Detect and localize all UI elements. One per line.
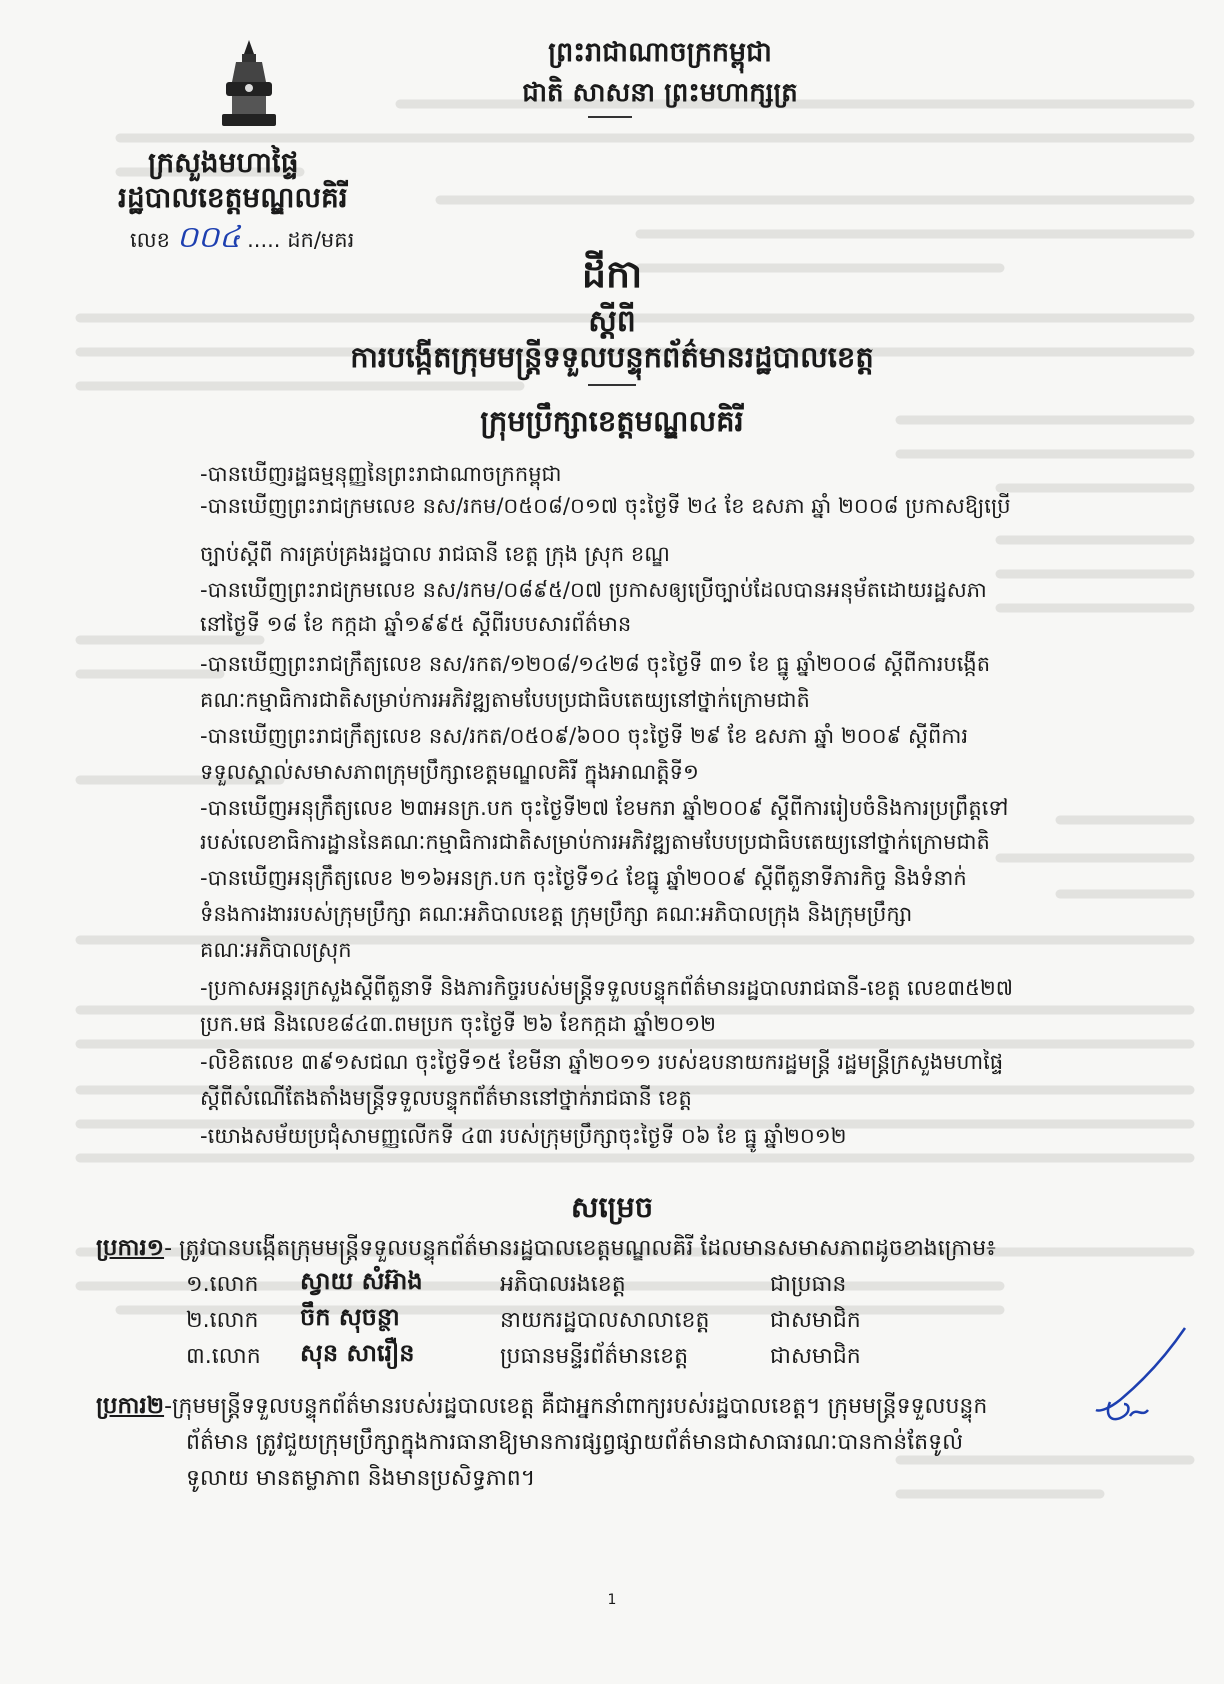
reference-line: គណៈកម្មាធិការជាតិសម្រាប់ការអភិវឌ្ឍតាមបែបប្រជាធិបតេយ្យនៅថ្នាក់ក្រោមជាតិ bbox=[200, 688, 810, 712]
reference-line: -លិខិតលេខ ៣៩១សជណ ចុះថ្ងៃទី១៥ ខែមីនា ឆ្នាំ២០១១ របស់ឧបនាយករដ្ឋមន្ត្រី រដ្ឋមន្ត្រីក្រសួងមហាផ្ទៃ bbox=[200, 1050, 1004, 1074]
article-2-line: ទូលាយ មានតម្លាភាព និងមានប្រសិទ្ធភាព។ bbox=[186, 1466, 536, 1491]
article-1-text: - ត្រូវបានបង្កើតក្រុមមន្ត្រីទទួលបន្ទុកព័ត៌មានរដ្ឋបាលខេត្តមណ្ឌលគិរី ដែលមានសមាសភាពដូចខាងក្រោម៖ bbox=[164, 1236, 996, 1261]
article-2-line: -ក្រុមមន្ត្រីទទួលបន្ទុកព័ត៌មានរបស់រដ្ឋបាលខេត្ត គឺជាអ្នកនាំពាក្យរបស់រដ្ឋបាលខេត្ត។ ក្រុមមន្ត្រីទទួលបន្ទុក bbox=[164, 1394, 988, 1419]
member-role: ជាសមាជិក bbox=[770, 1344, 861, 1369]
article-2 bbox=[96, 1392, 987, 1425]
reference-line: -បានឃើញព្រះរាជក្រឹត្យលេខ នស/រកត/០៥០៩/៦០០ ចុះថ្ងៃទី ២៩ ខែ ឧសភា ឆ្នាំ ២០០៩ ស្តីពីការ bbox=[200, 724, 968, 748]
subject-divider bbox=[588, 384, 636, 386]
motto-divider bbox=[588, 116, 632, 118]
handwritten-initials bbox=[1090, 1320, 1190, 1440]
issuing-council: ក្រុមប្រឹក្សាខេត្តមណ្ឌលគិរី bbox=[480, 404, 744, 438]
reference-line: -បានឃើញព្រះរាជក្រមលេខ នស/រកម/០៨៩៥/០៧ ប្រកាសឲ្យប្រើច្បាប់ដែលបានអនុម័តដោយរដ្ឋសភា bbox=[200, 578, 987, 602]
reference-line: -បានឃើញព្រះរាជក្រមលេខ នស/រកម/០៥០៨/០១៧ ចុះថ្ងៃទី ២៤ ខែ ឧសភា ឆ្នាំ ២០០៨ ប្រកាសឱ្យប្រើ bbox=[200, 494, 1011, 518]
member-name: ចឹក សុចន្ថា bbox=[300, 1303, 400, 1331]
document-number-dots: ..... bbox=[247, 228, 281, 252]
reference-line: -បានឃើញអនុក្រឹត្យលេខ ២១៦អនក្រ.បក ចុះថ្ងៃទី១៤ ខែធ្នូ ឆ្នាំ២០០៩ ស្តីពីតួនាទីភារកិច្ច និងទំនាក់ bbox=[200, 866, 967, 890]
document-number-prefix: លេខ bbox=[130, 228, 170, 252]
royal-emblem-icon bbox=[218, 38, 280, 130]
national-motto: ជាតិ សាសនា ព្រះមហាក្សត្រ bbox=[522, 78, 798, 108]
reference-line: -បានឃើញរដ្ឋធម្មនុញ្ញនៃព្រះរាជាណាចក្រកម្ពុជា bbox=[200, 462, 562, 486]
member-position: ប្រធានមន្ទីរព័ត៌មានខេត្ត bbox=[500, 1344, 689, 1369]
reference-line: នៅថ្ងៃទី ១៨ ខែ កក្កដា ឆ្នាំ១៩៩៥ ស្តីពីរបបសារព័ត៌មាន bbox=[200, 612, 632, 636]
document-subject: ការបង្កើតក្រុមមន្ត្រីទទួលបន្ទុកព័ត៌មានរដ្ឋបាលខេត្ត bbox=[350, 340, 874, 374]
ministry-name: ក្រសួងមហាផ្ទៃ bbox=[148, 146, 299, 179]
page-number: 1 bbox=[607, 1592, 617, 1608]
member-role: ជាសមាជិក bbox=[770, 1308, 861, 1333]
member-number: ២.លោក bbox=[186, 1308, 259, 1333]
member-position: នាយករដ្ឋបាលសាលាខេត្ត bbox=[500, 1308, 710, 1333]
member-name: សុន សារឿន bbox=[300, 1339, 415, 1367]
member-number: ១.លោក bbox=[186, 1272, 259, 1297]
article-1 bbox=[96, 1234, 996, 1267]
reference-line: -យោងសម័យប្រជុំសាមញ្ញលើកទី ៤៣ របស់ក្រុមប្រឹក្សាចុះថ្ងៃទី ០៦ ខែ ធ្នូ ឆ្នាំ២០១២ bbox=[200, 1124, 847, 1148]
kingdom-heading: ព្រះរាជាណាចក្រកម្ពុជា bbox=[548, 37, 772, 68]
reference-line: គណៈអភិបាលស្រុក bbox=[200, 938, 352, 962]
reference-line: ទទួលស្គាល់សមាសភាពក្រុមប្រឹក្សាខេត្តមណ្ឌលគិរី ក្នុងអាណត្តិទី១ bbox=[200, 760, 699, 784]
reference-line: -បានឃើញអនុក្រឹត្យលេខ ២៣អនក្រ.បក ចុះថ្ងៃទី២៧ ខែមករា ឆ្នាំ២០០៩ ស្តីពីការរៀបចំនិងការប្រព្រឹត្តទៅ bbox=[200, 796, 1009, 820]
document-number-suffix: ដក/មគរ bbox=[287, 228, 355, 252]
article-1-label: ប្រការ១ bbox=[96, 1235, 165, 1261]
about-label: ស្តីពី bbox=[588, 304, 636, 339]
document-number-value: ០០៤ bbox=[176, 220, 241, 255]
reference-line: -បានឃើញព្រះរាជក្រឹត្យលេខ នស/រកត/១២០៨/១៤២៨ ចុះថ្ងៃទី ៣១ ខែ ធ្នូ ឆ្នាំ២០០៨ ស្តីពីការបង្កើត bbox=[200, 652, 991, 676]
decision-heading: សម្រេច bbox=[570, 1190, 654, 1224]
reference-line: ស្តីពីសំណើតែងតាំងមន្ត្រីទទួលបន្ទុកព័ត៌មាននៅថ្នាក់រាជធានី ខេត្ត bbox=[200, 1086, 692, 1110]
member-position: អភិបាលរងខេត្ត bbox=[500, 1272, 626, 1297]
reference-line: -ប្រកាសអន្តរក្រសួងស្តីពីតួនាទី និងភារកិច្ចរបស់មន្ត្រីទទួលបន្ទុកព័ត៌មានរដ្ឋបាលរាជធានី-ខេត្ត លេខ៣៥២៧ bbox=[200, 976, 1014, 1000]
article-2-line: ព័ត៌មាន ត្រូវជួយក្រុមប្រឹក្សាក្នុងការធានាឱ្យមានការផ្សព្វផ្សាយព័ត៌មានជាសាធារណៈបានកាន់តែទូលំ bbox=[186, 1430, 964, 1455]
reference-line: ប្រក.មផ និងលេខ៨៤៣.ពមប្រក ចុះថ្ងៃទី ២៦ ខែកក្កដា ឆ្នាំ២០១២ bbox=[200, 1012, 717, 1036]
reference-line: ច្បាប់ស្តីពី ការគ្រប់គ្រងរដ្ឋបាល រាជធានី ខេត្ត ក្រុង ស្រុក ខណ្ឌ bbox=[200, 542, 670, 566]
member-role: ជាប្រធាន bbox=[770, 1272, 847, 1297]
document-title: ដីកា bbox=[581, 252, 643, 296]
article-2-label: ប្រការ២ bbox=[96, 1393, 165, 1419]
reference-line: ទំនងការងាររបស់ក្រុមប្រឹក្សា គណៈអភិបាលខេត្ត ក្រុមប្រឹក្សា គណៈអភិបាលក្រុង និងក្រុមប្រឹក្សា bbox=[200, 902, 913, 926]
reference-line: របស់លេខាធិការដ្ឋាននៃគណៈកម្មាធិការជាតិសម្រាប់ការអភិវឌ្ឍតាមបែបប្រជាធិបតេយ្យនៅថ្នាក់ក្រោមជាតិ bbox=[200, 830, 990, 854]
member-number: ៣.លោក bbox=[186, 1344, 261, 1369]
provincial-administration: រដ្ឋបាលខេត្តមណ្ឌលគិរី bbox=[118, 181, 348, 214]
member-name: ស្វាយ សំអ៊ាង bbox=[300, 1267, 423, 1295]
